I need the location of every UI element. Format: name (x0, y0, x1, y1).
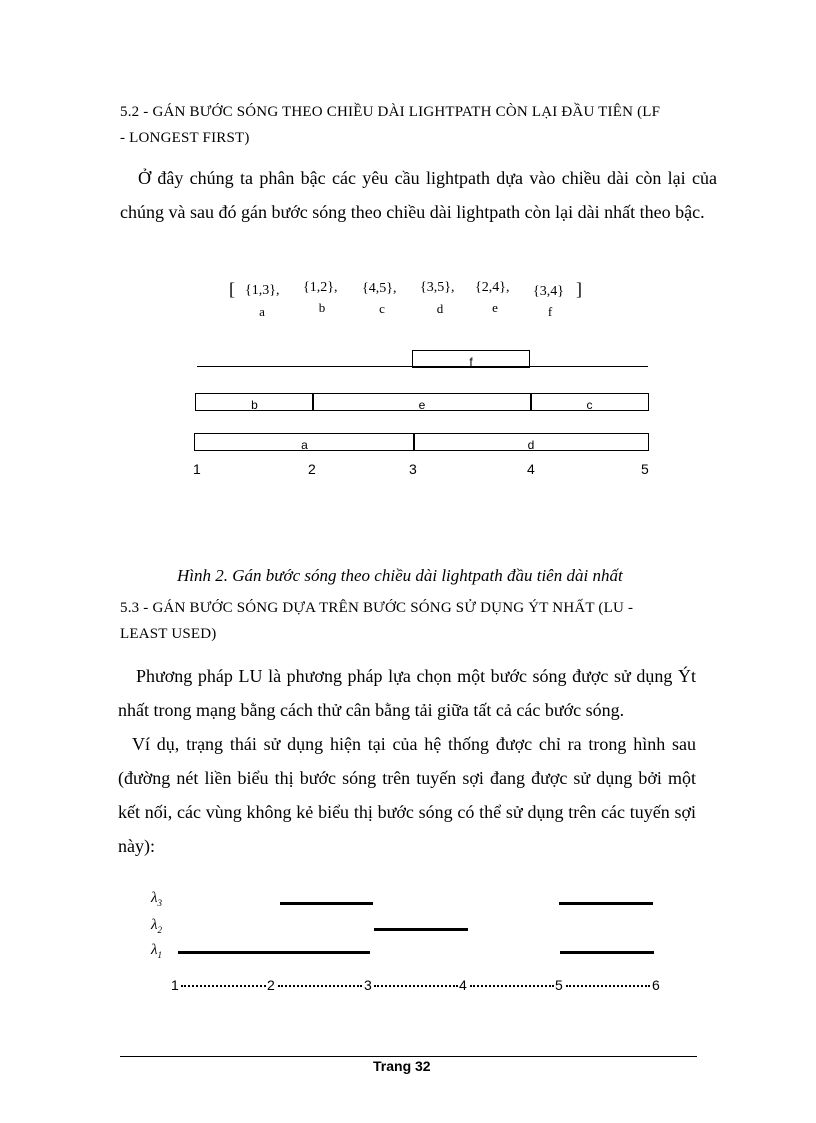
section-heading-5-2 (120, 104, 720, 147)
heading-line-1: 5.3 - GÁN BƯỚC SÓNG DỰA TRÊN BƯỚC SÓNG SỬ DỤNG ÝT NHẤT (LU - (120, 600, 634, 616)
node-tick-4: 4 (459, 977, 467, 993)
lambda-1-label: $\lambda_1$ (151, 942, 162, 960)
box-label-b: b (251, 398, 258, 412)
section-heading-5-3 (120, 600, 720, 643)
lambda-3-label: $\lambda_3$ (151, 890, 162, 908)
lambda1-segment-1-3 (178, 951, 370, 954)
axis-tick-3: 3 (409, 461, 417, 477)
node-tick-2: 2 (267, 977, 275, 993)
box-e (312, 393, 532, 411)
box-label-c: c (586, 398, 593, 412)
set-pair-b: {1,2}, (303, 280, 338, 295)
lambda1-segment-5-6 (560, 951, 654, 954)
heading-line-2: LEAST USED) (120, 626, 217, 642)
set-pair-e: {2,4}, (475, 280, 510, 295)
node-tick-3: 3 (364, 977, 372, 993)
box-b (195, 393, 314, 411)
heading-line-2: - LONGEST FIRST) (120, 130, 250, 146)
fiber-link-4-5 (470, 985, 554, 987)
lambda2-segment-3-4 (374, 928, 468, 931)
box-label-f: f (469, 355, 473, 369)
section-5-2-paragraph: Ở đây chúng ta phân bậc các yêu cầu lightpath dựa vào chiều dài còn lại của chúng và sau đó gán bước sóng theo chiều dài lightpath còn lại dài nhất theo bậc. (120, 168, 717, 222)
footer-rule (120, 1056, 697, 1057)
set-label-e: e (492, 300, 498, 315)
box-a (194, 433, 415, 451)
set-pair-f: {3,4} (533, 284, 564, 299)
figure2-close-bracket: ] (576, 279, 582, 299)
node-tick-1: 1 (171, 977, 179, 993)
axis-tick-1: 1 (193, 461, 201, 477)
set-pair-d: {3,5}, (420, 280, 455, 295)
node-tick-5: 5 (555, 977, 563, 993)
axis-tick-4: 4 (527, 461, 535, 477)
set-label-d: d (436, 301, 444, 316)
lambda-2-label: $\lambda_2$ (151, 917, 162, 935)
set-label-a: a (259, 304, 265, 319)
set-label-c: c (379, 301, 385, 316)
box-d (413, 433, 649, 451)
section-5-3-paragraph-1: Phương pháp LU là phương pháp lựa chọn một bước sóng được sử dụng Ýt nhất trong mạng bằng cách thử cân bằng tải giữa tất cả các bước sóng. (118, 666, 696, 720)
box-label-d: d (527, 438, 535, 452)
box-c (530, 393, 649, 411)
set-label-b: b (318, 300, 326, 315)
set-pair-c: {4,5}, (362, 281, 397, 296)
fiber-link-1-2 (181, 985, 266, 987)
axis-tick-2: 2 (308, 461, 316, 477)
fiber-link-3-4 (374, 985, 458, 987)
node-tick-6: 6 (652, 977, 660, 993)
box-label-a: a (301, 438, 308, 452)
fiber-link-2-3 (278, 985, 362, 987)
lambda3-segment-2-3 (280, 902, 373, 905)
lambda3-segment-5-6 (559, 902, 653, 905)
set-label-f: f (547, 304, 553, 319)
section-5-3-paragraph-2: Ví dụ, trạng thái sử dụng hiện tại của hệ thống được chỉ ra trong hình sau (đường nét liền biểu thị bước sóng trên tuyến sợi đang được sử dụng bởi một kết nối, các vùng không kẻ biểu thị bước sóng có thể sử dụng trên các tuyến sợi này): (118, 734, 696, 856)
box-label-e: e (418, 398, 426, 412)
set-pair-a: {1,3}, (245, 283, 280, 298)
figure2-open-bracket: [ (229, 279, 235, 299)
figure2-caption: Hình 2. Gán bước sóng theo chiều dài lightpath đầu tiên dài nhất (177, 566, 623, 585)
page-number: Trang 32 (373, 1058, 431, 1074)
box-f (412, 350, 530, 368)
heading-line-1: 5.2 - GÁN BƯỚC SÓNG THEO CHIỀU DÀI LIGHTPATH CÒN LẠI ĐẦU TIÊN (LF (120, 104, 661, 120)
fiber-link-5-6 (566, 985, 650, 987)
axis-tick-5: 5 (641, 461, 649, 477)
